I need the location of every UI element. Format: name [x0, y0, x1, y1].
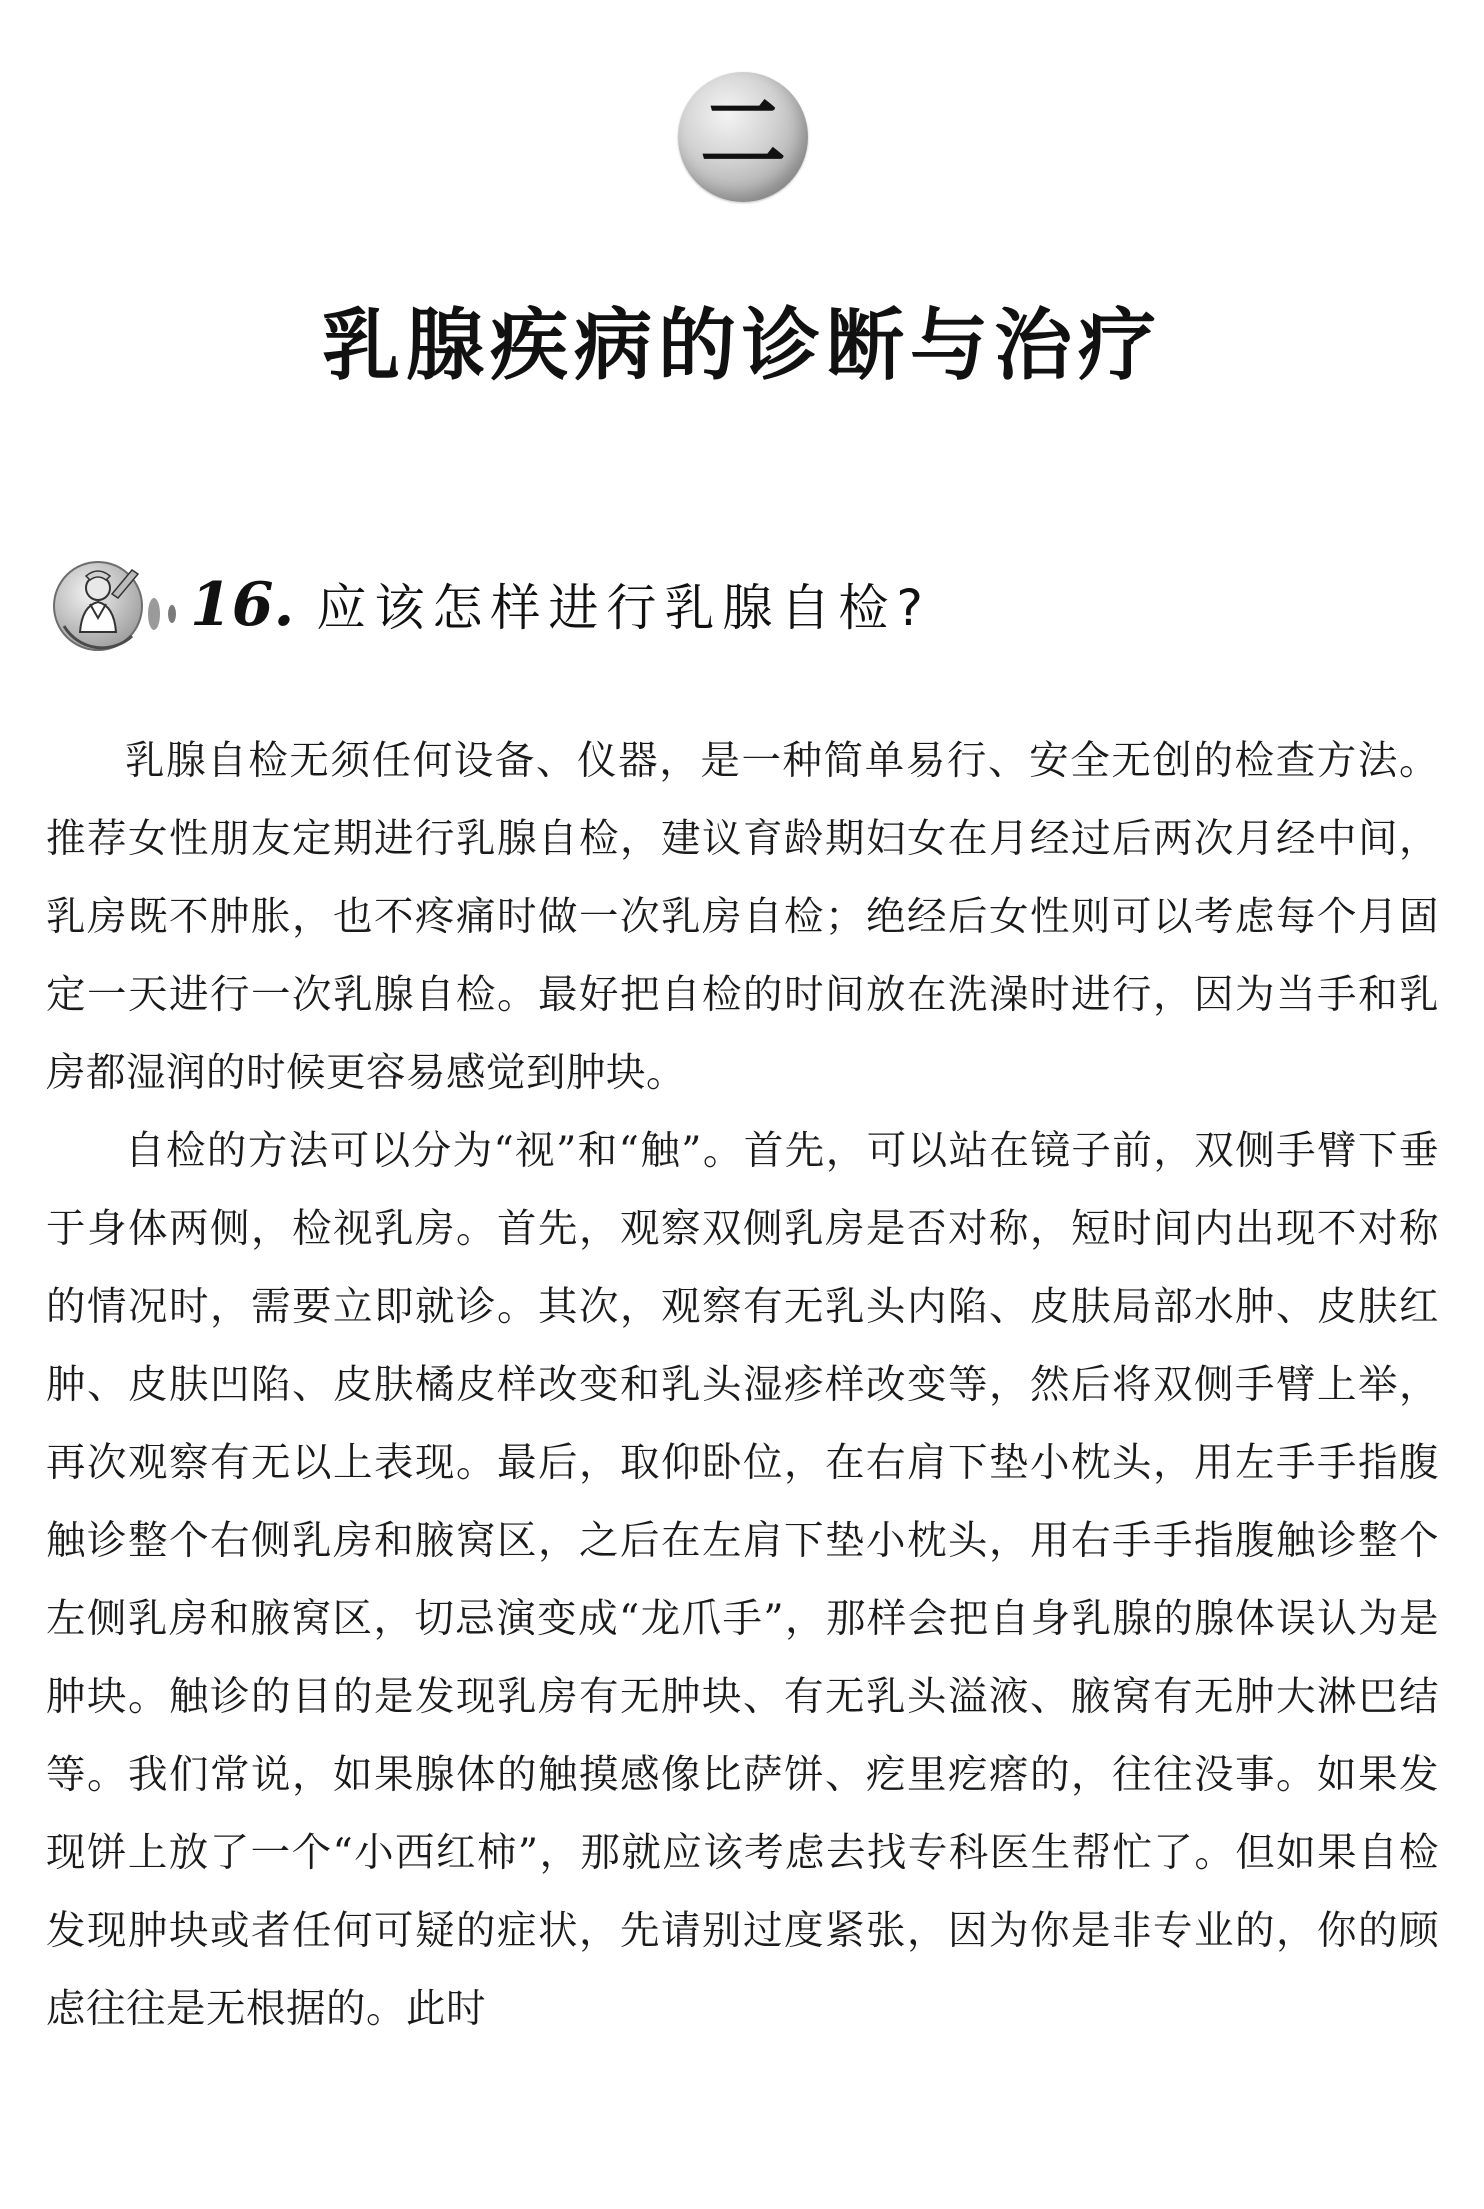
section-number: 16.	[190, 570, 295, 640]
section-title: 应该怎样进行乳腺自检?	[316, 579, 931, 637]
chapter-title: 乳腺疾病的诊断与治疗	[321, 301, 1162, 391]
body-text	[46, 722, 1439, 2048]
chapter-number-badge	[678, 72, 808, 202]
section-heading	[190, 568, 1390, 648]
paragraph: 乳腺自检无须任何设备、仪器，是一种简单易行、安全无创的检查方法。推荐女性朋友定期进行乳腺自检，建议育龄期妇女在月经过后两次月经中间，乳房既不肿胀，也不疼痛时做一次乳房自检；绝经后女性则可以考虑每个月固定一天进行一次乳腺自检。最好把自检的时间放在洗澡时进行，因为当手和乳房都湿润的时候更容易感觉到肿块。	[46, 738, 1439, 1096]
paragraph: 自检的方法可以分为“视”和“触”。首先，可以站在镜子前，双侧手臂下垂于身体两侧，检视乳房。首先，观察双侧乳房是否对称，短时间内出现不对称的情况时，需要立即就诊。其次，观察有无乳头内陷、皮肤局部水肿、皮肤红肿、皮肤凹陷、皮肤橘皮样改变和乳头湿疹样改变等，然后将双侧手臂上举，再次观察有无以上表现。最后，取仰卧位，在右肩下垫小枕头，用左手手指腹触诊整个右侧乳房和腋窝区，之后在左肩下垫小枕头，用右手手指腹触诊整个左侧乳房和腋窝区，切忌演变成“龙爪手”，那样会把自身乳腺的腺体误认为是肿块。触诊的目的是发现乳房有无肿块、有无乳头溢液、腋窝有无肿大淋巴结等。我们常说，如果腺体的触摸感像比萨饼、疙里疙瘩的，往往没事。如果发现饼上放了一个“小西红柿”，那就应该考虑去找专科医生帮忙了。但如果自检发现肿块或者任何可疑的症状，先请别过度紧张，因为你是非专业的，你的顾虑往往是无根据的。此时	[46, 1128, 1439, 2032]
doctor-mascot-icon	[46, 548, 196, 658]
chapter-numeral: 二	[700, 84, 786, 184]
